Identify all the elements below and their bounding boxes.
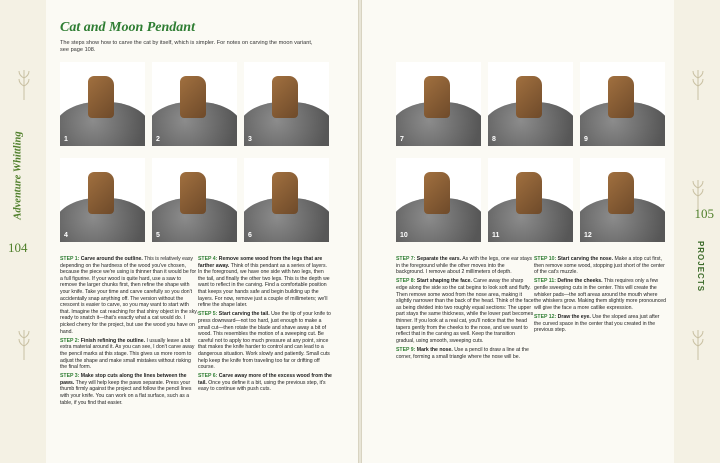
- step-paragraph: STEP 2: Finish refining the outline. I usually leave a bit extra material around it. As you can see, I don't carve away the pencil marks at this stage. This gives us more room to adjust the shape and make small mistakes without risking the final form.: [60, 337, 195, 371]
- page-number-right: 105: [694, 206, 714, 221]
- leaf-ornament-icon: [692, 330, 704, 360]
- step-photo-8: 8: [488, 62, 573, 146]
- step-photo-10: 10: [396, 158, 481, 242]
- text-column-1: [60, 256, 198, 409]
- step-photo-3: 3: [244, 62, 329, 146]
- step-photo-7: 7: [396, 62, 481, 146]
- step-photo-6: 6: [244, 158, 329, 242]
- intro-text: The steps show how to carve the cat by itself, which is simpler. For notes on carving the moon variant, see page 108.: [60, 40, 313, 53]
- running-head-left: Adventure Whittling: [12, 131, 24, 220]
- left-page: [0, 0, 358, 463]
- step-photo-1: 1: [60, 62, 145, 146]
- right-margin-band: [674, 0, 720, 463]
- step-paragraph: STEP 6: Carve away more of the excess wood from the tail. Once you define it a bit, using the previous step, it's easy to continue with push cuts.: [198, 373, 332, 393]
- step-photo-11: 11: [488, 158, 573, 242]
- step-paragraph: STEP 5: Start carving the tail. Use the tip of your knife to press downward—not too hard, just enough to make a small cut—then rotate the blade and shave away a bit of wood. This resembles the motion of a sweeping cut. Be careful not to apply too much pressure at any point, since that makes the knife harder to control and can lead to a dangerous situation. Work slowly and patiently. Small cuts help keep the knife from traveling too far or drifting off course.: [198, 311, 331, 371]
- running-head-right: PROJECTS: [695, 240, 705, 293]
- left-margin-band: [0, 0, 46, 463]
- text-column-2: [198, 256, 332, 396]
- text-column-4: [534, 256, 666, 336]
- step-paragraph: STEP 1: Carve around the outline. This is relatively easy depending on the hardness of the wood you've chosen, because the piece we're using is thinner than it would be for a full figurine. If your wood is quite hard, use a saw to remove the larger chunks first, then refine the shape with your knife. Take your time and carve carefully so you don't accidentally snap anything off. The version without the crescent is easier to carve, so you may want to start with that. Imagine the cat reaching for that shiny object in the sky, ready to snatch it—that's exactly what a cat would do. I picked cherry for the project, but use the wood you have on hand.: [60, 256, 198, 335]
- text-column-3: [396, 256, 534, 363]
- step-photo-4: 4: [60, 158, 145, 242]
- leaf-ornament-icon: [692, 70, 704, 100]
- step-photo-2: 2: [152, 62, 237, 146]
- step-photo-12: 12: [580, 158, 665, 242]
- page-number-left: 104: [8, 240, 28, 255]
- page-title: Cat and Moon Pendant: [60, 20, 195, 35]
- step-paragraph: STEP 8: Start shaping the face. Carve away the sharp edge along the side so the cat begins to look soft and fluffy. Then remove some wood from the nose area, making it slightly narrower than the back of the head. Think of the face as being divided into two roughly equal sections: The upper part stays the same thickness, while the lower part becomes thinner. If you look at a real cat, you'll notice that the head tapers gently from the cheeks to the nose, and we want to reflect that in the carving as well. Keep the transition gradual, using smooth, sweeping cuts.: [396, 278, 534, 344]
- leaf-ornament-icon: [18, 330, 30, 360]
- step-paragraph: STEP 3: Make stop cuts along the lines between the paws. They will help keep the paws separate. Press your thumb firmly against the project and follow the pencil lines with your knife. You can work on a flat surface, such as a table, if you find that easier.: [60, 373, 192, 406]
- step-paragraph: STEP 9: Mark the nose. Use a pencil to draw a line at the corner, forming a small triangle where the nose will be.: [396, 346, 529, 360]
- step-photo-9: 9: [580, 62, 665, 146]
- step-paragraph: STEP 12: Draw the eye. Use the sloped area just after the curved space in the center that you created in the previous step.: [534, 313, 660, 334]
- step-photo-5: 5: [152, 158, 237, 242]
- step-paragraph: STEP 10: Start carving the nose. Make a stop cut first, then remove some wood, stopping just short of the center of the cat's muzzle.: [534, 256, 665, 276]
- step-paragraph: STEP 4: Remove some wood from the legs that are farther away. Think of this pendant as a series of layers. In the foreground, we have one side with two legs, then the tail, and finally the other two legs. This is the depth we want to reflect in the carving. Find a comfortable position that keeps your hands safe and begin building up the layers. For now, remove just a couple of millimeters; we'll refine the shape later.: [198, 256, 330, 309]
- step-paragraph: STEP 11: Define the cheeks. This requires only a few gentle sweeping cuts in the center. This will create the whisker pads—the soft areas around the mouth where the whiskers grow. Making them slightly more pronounced will give the face a more catlike expression.: [534, 278, 667, 311]
- step-paragraph: STEP 7: Separate the ears. As with the legs, one ear stays in the foreground while the other moves into the background. I remove about 2 millimeters of depth.: [396, 256, 532, 276]
- leaf-ornament-icon: [18, 70, 30, 100]
- right-page: [362, 0, 720, 463]
